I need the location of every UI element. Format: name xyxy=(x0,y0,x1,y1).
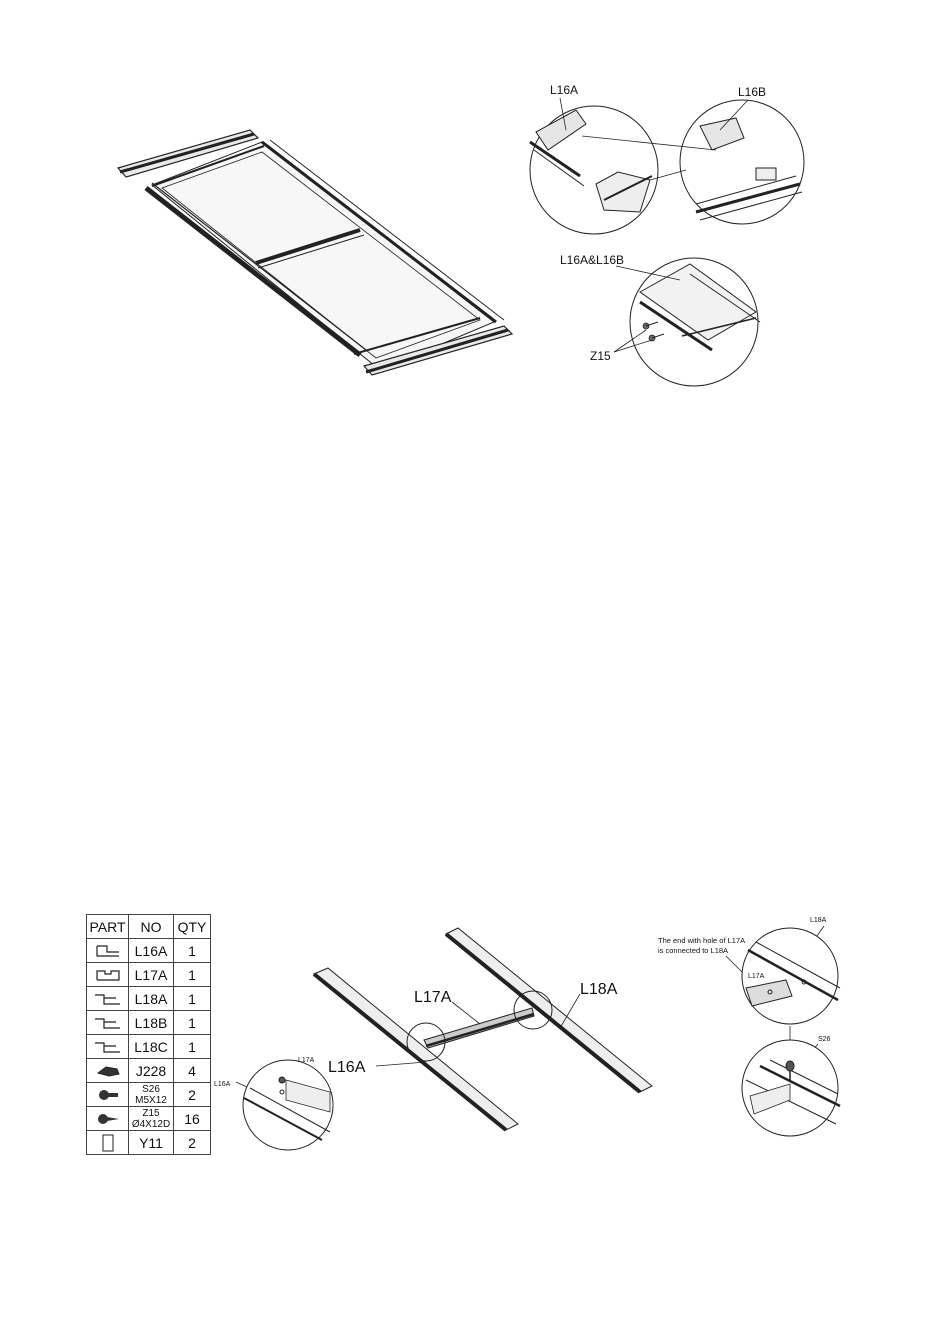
callout-l16a: L16A xyxy=(328,1059,366,1076)
callout-l16a-l16b: L16A&L16B xyxy=(560,253,625,267)
part-number: Z15 xyxy=(142,1107,160,1119)
no-cell: L16A xyxy=(129,939,174,963)
detail-label-l16a: L16A xyxy=(214,1081,231,1088)
part-size: M5X12 xyxy=(135,1094,167,1106)
qty-cell: 4 xyxy=(174,1059,211,1083)
no-cell: L18A xyxy=(129,987,174,1011)
callout-l18a: L18A xyxy=(580,981,618,998)
qty-cell: 1 xyxy=(174,939,211,963)
qty-cell: 2 xyxy=(174,1083,211,1107)
callout-l17a: L17A xyxy=(414,989,452,1006)
qty-cell: 1 xyxy=(174,1035,211,1059)
no-cell: Y11 xyxy=(129,1131,174,1155)
qty-cell: 1 xyxy=(174,963,211,987)
no-cell: L18C xyxy=(129,1035,174,1059)
detail-circle-s26-right xyxy=(742,1040,840,1136)
detail-label-l17a: L17A xyxy=(298,1057,315,1064)
header-no: NO xyxy=(129,915,174,939)
assembly-note-line2: is connected to L18A xyxy=(658,946,729,955)
qty-cell: 1 xyxy=(174,987,211,1011)
detail-label-l17a-right: L17A xyxy=(748,973,765,980)
no-cell: L18B xyxy=(129,1011,174,1035)
callout-z15: Z15 xyxy=(590,349,611,363)
qty-cell: 2 xyxy=(174,1131,211,1155)
no-cell: J228 xyxy=(129,1059,174,1083)
qty-cell: 16 xyxy=(174,1107,211,1131)
part-size: Ø4X12D xyxy=(131,1118,171,1130)
detail-circle-s26-left xyxy=(243,1060,333,1150)
no-cell: L17A xyxy=(129,963,174,987)
qty-cell: 1 xyxy=(174,1011,211,1035)
callout-l16a: L16A xyxy=(550,83,579,97)
rail-assembly-drawing xyxy=(314,928,652,1130)
detail-label-l18a: L18A xyxy=(810,917,827,924)
callout-l16b: L16B xyxy=(738,85,767,99)
assembly-note-line1: The end with hole of L17A xyxy=(658,936,746,945)
part-number: S26 xyxy=(142,1083,160,1095)
header-qty: QTY xyxy=(174,915,211,939)
header-part: PART xyxy=(87,915,129,939)
detail-label-s26: S26 xyxy=(818,1036,831,1043)
